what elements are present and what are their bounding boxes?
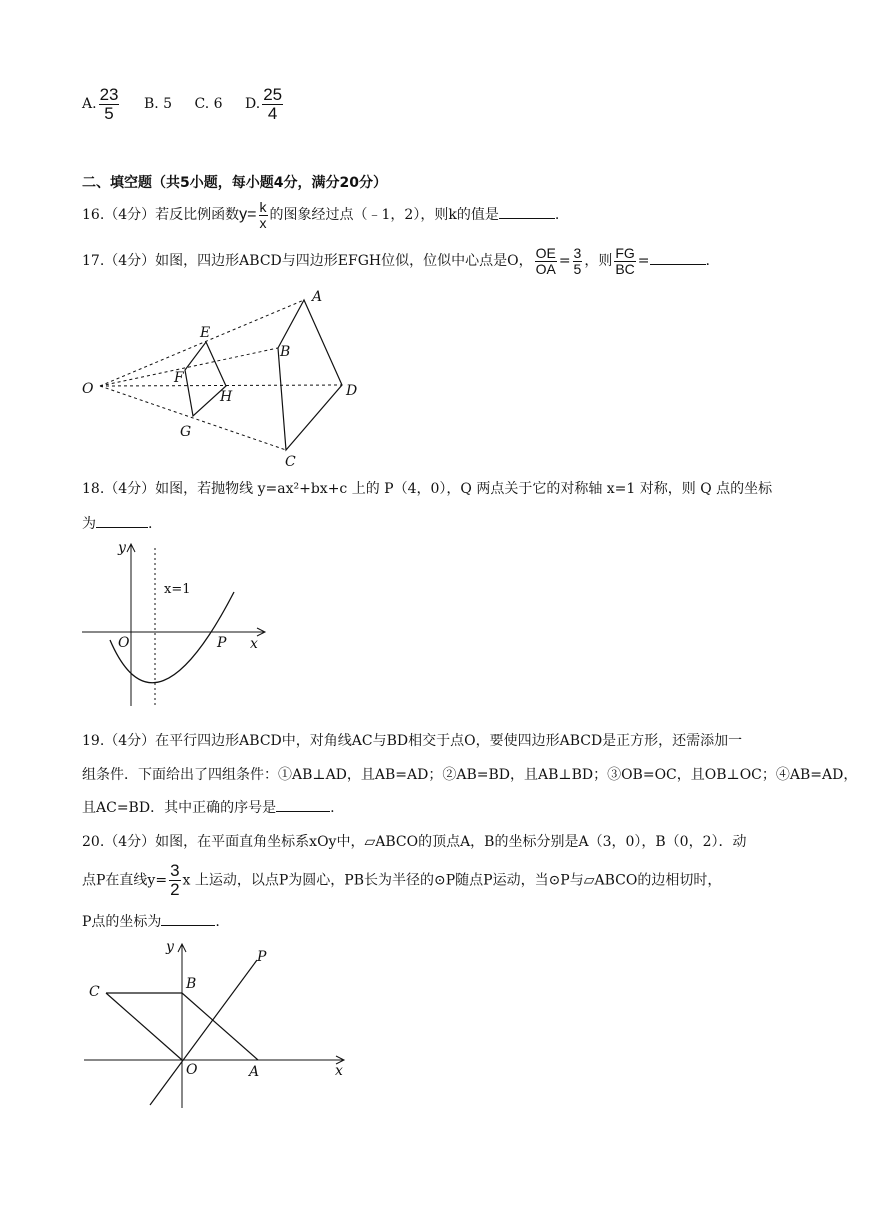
question-19-line3: 且AC=BD．其中正确的序号是 . [82,800,335,816]
q17-value-fraction: $\frac{3}{5}$ [573,245,582,277]
label-D: D [346,383,358,399]
fig20-side-ba [182,993,258,1060]
question-18-line2: 为 . [82,516,153,532]
q17-ask-fraction: $\frac{FG}{BC}$ [615,245,635,277]
fig20-label-y: y [166,939,174,955]
fig20-label-a: A [249,1064,260,1080]
q20-fraction: $\frac{3}{2}$ [170,861,180,899]
q17-ratio-fraction: $\frac{OE}{OA}$ [535,245,556,277]
question-20-line3: P点的坐标为 . [82,914,220,930]
question-18-line1: 18.（4分）如图，若抛物线 y=ax²+bx+c 上的 P（4，0），Q 两点关于它的对称轴 x=1 对称，则 Q 点的坐标 [82,481,773,497]
fig20-label-b: B [186,976,197,992]
fig20-side-co [106,993,182,1060]
label-A: A [312,289,323,305]
fig20-line-p [150,960,260,1105]
fig20-label-c: C [89,984,100,1000]
question-19-line2: 组条件．下面给出了四组条件：①AB⊥AD，且AB=AD；②AB=BD，且AB⊥BD；③OB=OC，且OB⊥OC；④AB=AD， [82,767,858,783]
question-20-line2: 点P在直线y= $\frac{3}{2}$ x 上运动，以点P为圆心，PB长为半径的⊙P随点P运动，当⊙P与▱ABCO的边相切时， [82,861,722,899]
fig18-label-o: O [118,635,130,651]
fig18-label-axis: x=1 [164,582,191,597]
question-17: 17.（4分）如图，四边形ABCD与四边形EFGH位似，位似中心点是O， $\frac{OE}{OA}$ = $\frac{3}{5}$ ，则 $\frac{FG}{BC}$ = . [82,245,710,277]
option-a: A. $\frac{23}{5}$ [82,85,119,123]
option-c: C. 6 [194,96,223,113]
option-d-fraction: $\frac{25}{4}$ [263,85,283,123]
question-20-line1: 20.（4分）如图，在平面直角坐标系xOy中，▱ABCO的顶点A，B的坐标分别是A（3，0），B（0，2）．动 [82,834,747,850]
label-G: G [180,424,192,440]
question-16: 16.（4分）若反比例函数y= $\frac{k}{x}$ 的图象经过点（﹣1，2），则k的值是 . [82,199,560,231]
label-C: C [285,454,296,470]
fig20-label-x: x [335,1063,343,1079]
label-H: H [220,389,233,405]
fig18-label-x: x [250,636,258,652]
fig20-label-o: O [186,1062,198,1078]
label-O: O [82,381,94,397]
question-19-line1: 19.（4分）在平行四边形ABCD中，对角线AC与BD相交于点O，要使四边形ABCD是正方形，还需添加一 [82,733,743,749]
label-E: E [200,325,211,341]
fig18-label-p: P [217,635,227,651]
option-d: D. $\frac{25}{4}$ [245,85,283,123]
section-title: 二、填空题（共5小题，每小题4分，满分20分） [82,175,387,191]
q16-fraction: $\frac{k}{x}$ [259,199,267,231]
label-F: F [174,370,184,386]
option-b: B. 5 [143,96,173,113]
fig20-label-p: P [257,949,267,965]
label-B: B [280,344,291,360]
fig18-label-y: y [118,540,126,556]
option-a-fraction: $\frac{23}{5}$ [99,85,119,123]
